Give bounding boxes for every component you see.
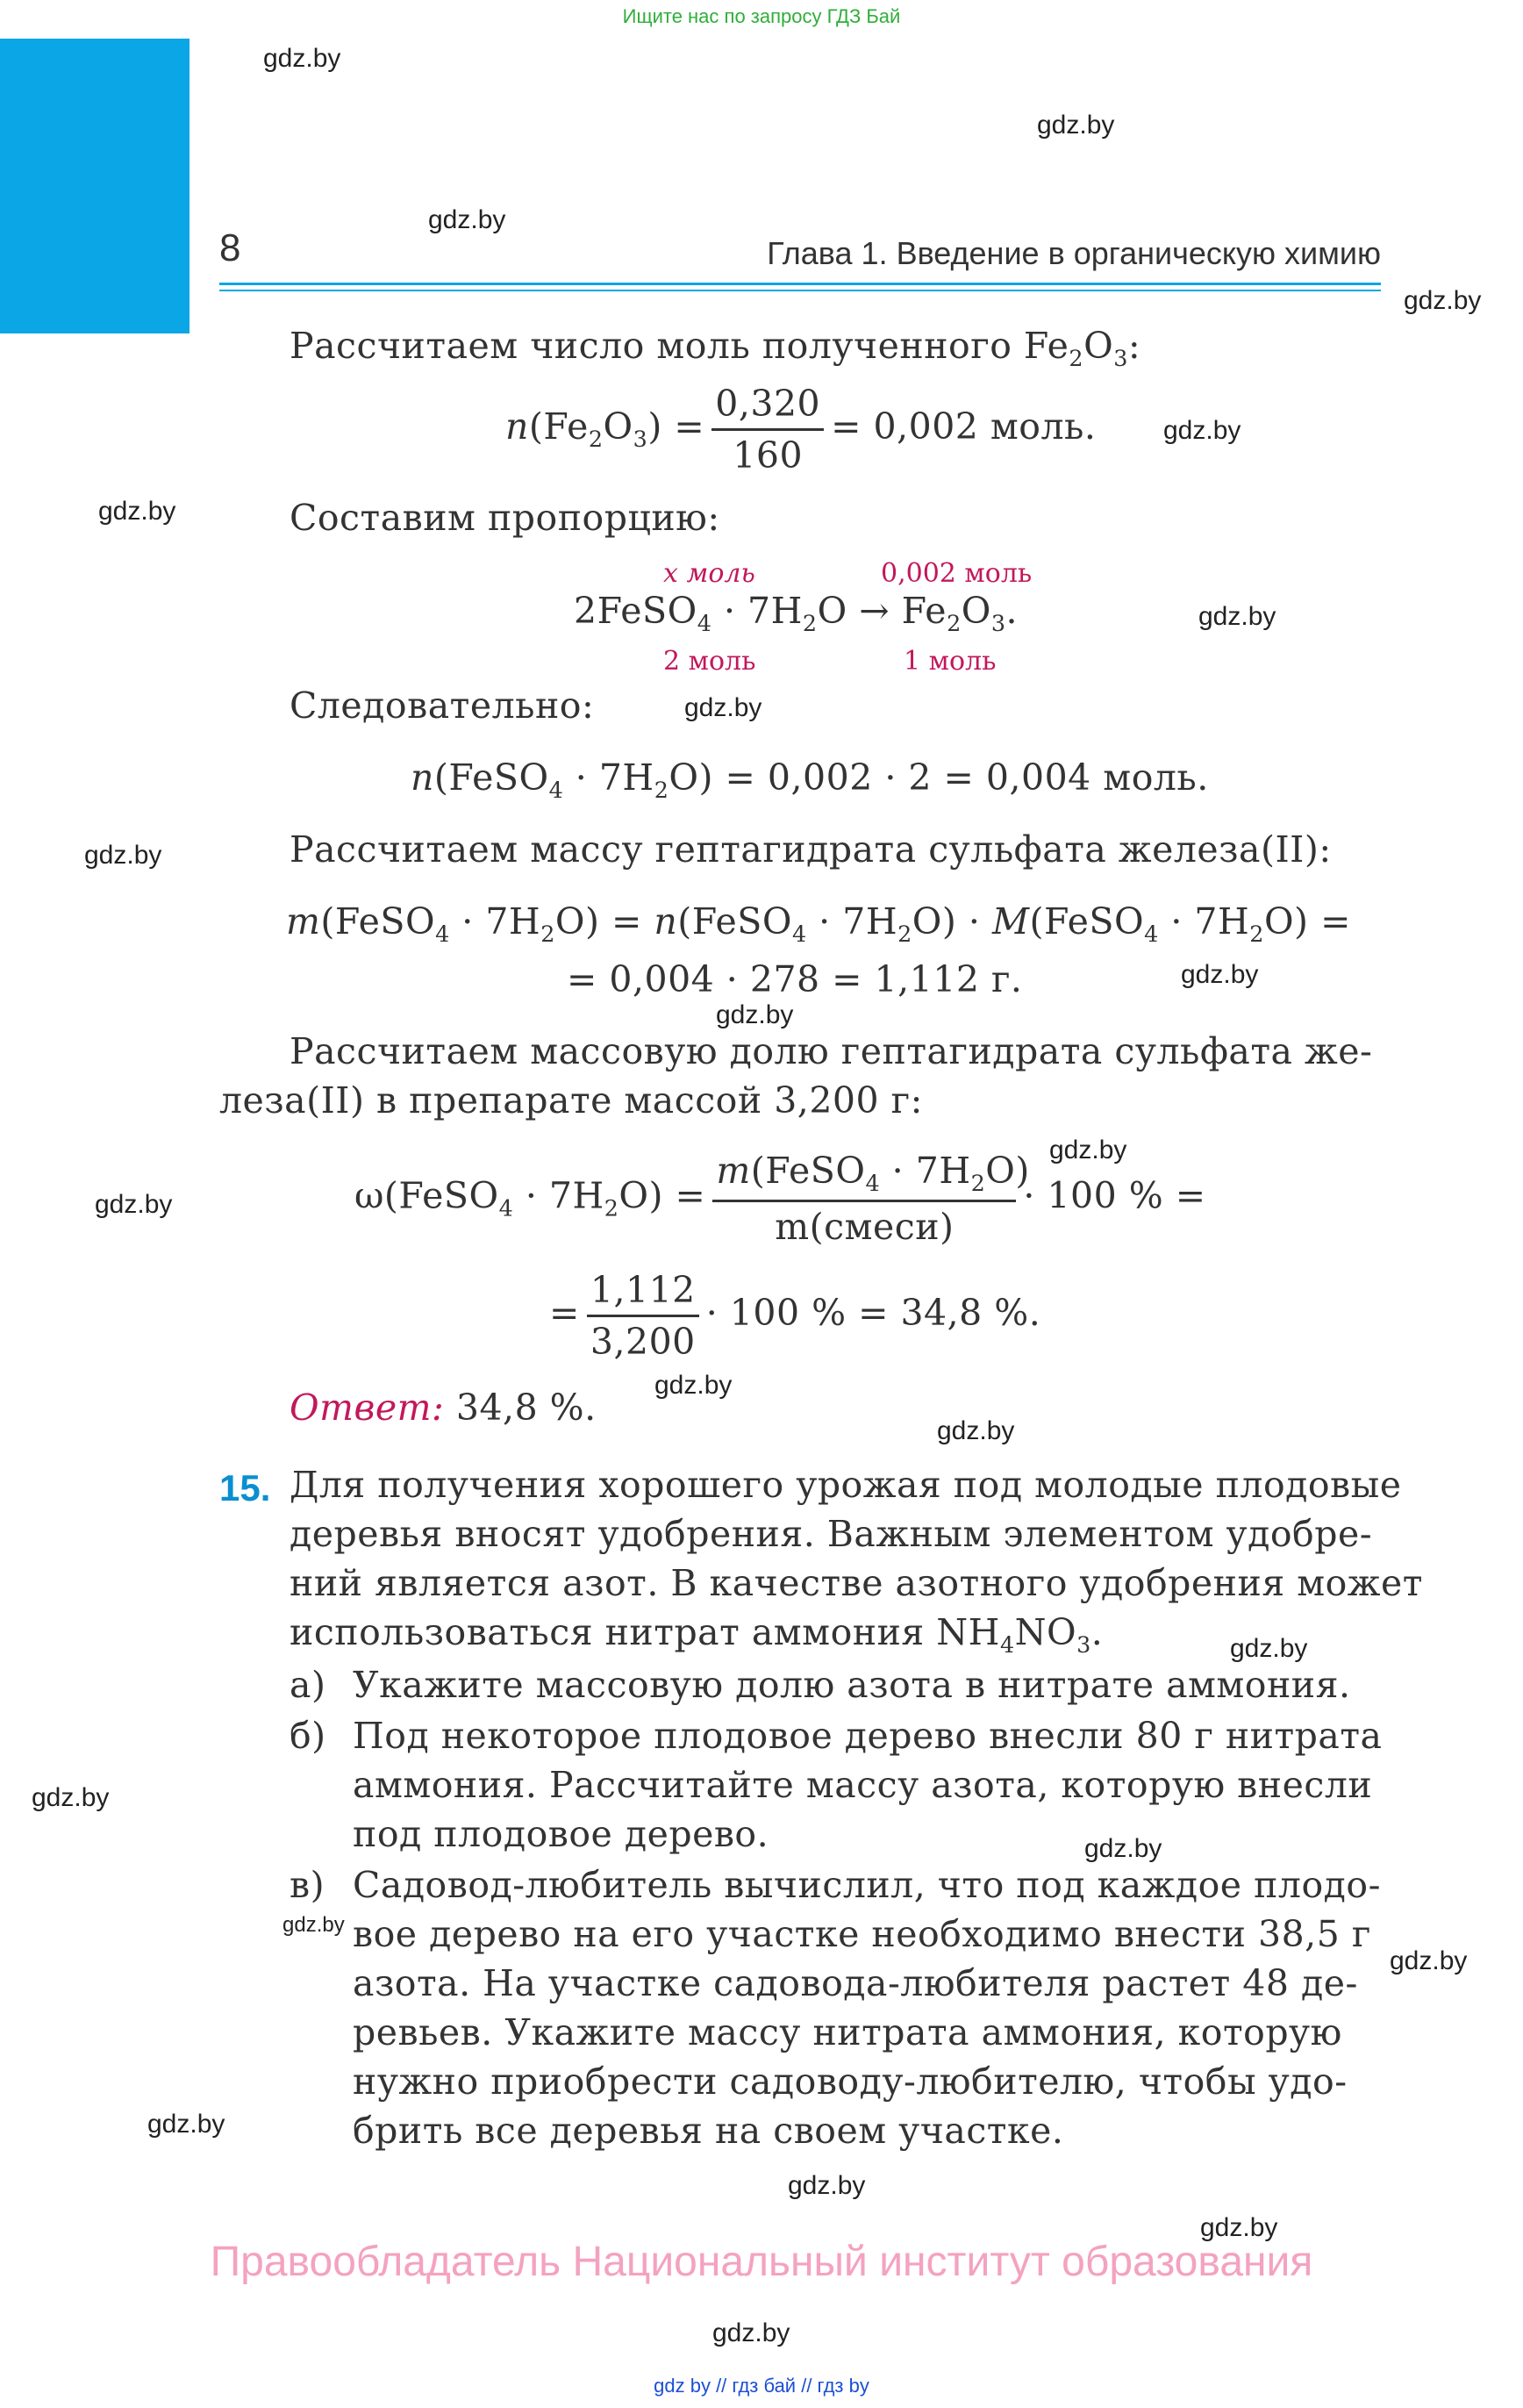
item-marker-v: в)	[290, 1864, 325, 1906]
fraction-intro-line-2: леза(II) в препарате массой 3,200 г:	[219, 1079, 923, 1122]
formula-omega-line-1: ω(FeSO$_4$ · $7H_2O$) = $\frac{m(FeSO_4 \cdot 7H_2O)}{\text{m(смеси)}}$ · 100 % =	[354, 1150, 1206, 1248]
answer-line	[290, 1387, 597, 1429]
item-marker-a: а)	[290, 1664, 326, 1706]
watermark: gdz.by	[84, 841, 162, 870]
reaction-equation: 2FeSO$_4$ · $7H_2O \to Fe_2O_3$.	[574, 590, 1019, 636]
header-rule	[219, 283, 1381, 285]
watermark: gdz.by	[95, 1190, 173, 1219]
item-v-line: ревьев. Укажите массу нитрата аммония, которую	[353, 2011, 1342, 2053]
proportion-bottom-right: 1 моль	[904, 646, 997, 677]
watermark: gdz.by	[428, 205, 506, 234]
watermark: gdz.by	[32, 1783, 110, 1812]
formula-omega-line-2: = $\frac{1,112}{3,200}$ · 100 % = 34,8 %.	[549, 1269, 1041, 1363]
item-v-line: нужно приобрести садоводу-любителю, чтобы удо-	[353, 2060, 1348, 2103]
proportion-intro: Составим пропорцию:	[290, 497, 720, 539]
item-b-line: аммония. Рассчитайте массу азота, которую внесли	[353, 1764, 1373, 1806]
fraction-numerator: 0,320	[711, 383, 824, 431]
omega-denominator: m(смеси)	[775, 1205, 955, 1248]
omega2-denominator: 3,200	[590, 1321, 696, 1363]
answer-label: Ответ:	[290, 1387, 445, 1429]
item-b-line: под плодовое дерево.	[353, 1813, 769, 1855]
fraction-intro-line-1: Рассчитаем массовую долю гептагидрата сульфата же-	[290, 1030, 1373, 1072]
mass-intro: Рассчитаем массу гептагидрата сульфата железа(II):	[290, 828, 1332, 871]
item-v-line: брить все деревья на своем участке.	[353, 2110, 1064, 2152]
page-number: 8	[219, 226, 241, 269]
item-v-line: Садовод-любитель вычислил, что под каждое плодо-	[353, 1864, 1381, 1906]
watermark: gdz.by	[654, 1371, 733, 1400]
item-marker-b: б)	[290, 1715, 326, 1757]
watermark: gdz.by	[1084, 1834, 1162, 1863]
answer-value: 34,8 %.	[455, 1387, 597, 1429]
watermark: gdz.by	[684, 693, 762, 722]
watermark: gdz.by	[282, 1913, 345, 1937]
watermark: gdz.by	[1404, 286, 1482, 315]
top-banner: Ищите нас по запросу ГДЗ Бай	[622, 5, 901, 27]
watermark: gdz.by	[712, 2318, 790, 2347]
watermark: gdz.by	[1049, 1136, 1127, 1165]
item-v-line: азота. На участке садовода-любителя растет 48 де-	[353, 1962, 1358, 2004]
proportion-top-left: x моль	[663, 558, 755, 589]
item-a-line: Укажите массовую долю азота в нитрате аммония.	[353, 1664, 1351, 1706]
watermark: gdz.by	[716, 1000, 794, 1029]
proportion-bottom-left: 2 моль	[663, 646, 756, 677]
watermark: gdz.by	[1198, 602, 1276, 631]
watermark: gdz.by	[1200, 2213, 1278, 2242]
fraction-denominator: 160	[733, 434, 804, 477]
task-text-line: Для получения хорошего урожая под молодые плодовые	[290, 1464, 1402, 1506]
chapter-title: Глава 1. Введение в органическую химию	[767, 235, 1381, 271]
watermark: gdz.by	[788, 2171, 866, 2200]
omega2-numerator: 1,112	[587, 1269, 699, 1317]
task-text-line: ний является азот. В качестве азотного удобрения может	[290, 1562, 1423, 1604]
chapter-color-tab	[0, 39, 189, 333]
item-v-line: вое дерево на его участке необходимо внести 38,5 г	[353, 1913, 1371, 1955]
formula-n-feso4: n(FeSO$_4$ · $7H_2O) = 0,002 \cdot 2 = 0,004$ моль.	[411, 756, 1209, 803]
watermark: gdz.by	[1390, 1946, 1468, 1975]
proportion-top-right: 0,002 моль	[881, 558, 1033, 589]
task-text-line: использоваться нитрат аммония $NH_4NO_3$.	[290, 1611, 1104, 1658]
formula-mass-line-2: = 0,004 · 278 = 1,112 г.	[567, 958, 1023, 1000]
watermark: gdz.by	[1163, 416, 1241, 445]
header-rule	[219, 290, 1381, 291]
watermark: gdz.by	[98, 497, 176, 526]
watermark: gdz.by	[1181, 960, 1259, 989]
therefore-text: Следовательно:	[290, 684, 595, 727]
formula-mass-line-1: m(FeSO$_4$ · $7H_2O$) = n(FeSO$_4$ · $7H_2O$) · M(FeSO$_4$ · $7H_2O$) =	[286, 900, 1351, 947]
task-number: 15.	[219, 1467, 271, 1509]
watermark: gdz.by	[937, 1416, 1015, 1445]
item-b-line: Под некоторое плодовое дерево внесли 80 г нитрата	[353, 1715, 1383, 1757]
calc-intro-line: Рассчитаем число моль полученного $Fe_2O_3$:	[290, 325, 1141, 371]
omega-numerator: m(FeSO$_4$ · $7H_2O$)	[712, 1150, 1016, 1202]
formula-n-fe2o3: $n(Fe_2O_3)$ = $\frac{0,320}{160}$ = 0,002 моль.	[505, 383, 1097, 477]
task-text-line: деревья вносят удобрения. Важным элементом удобре-	[290, 1513, 1373, 1555]
watermark: gdz.by	[147, 2110, 225, 2139]
watermark: gdz.by	[1037, 111, 1115, 140]
copyright-notice: Правообладатель Национальный институт образования	[210, 2239, 1313, 2285]
bottom-links[interactable]: gdz by // гдз бай // гдз by	[654, 2375, 869, 2397]
watermark: gdz.by	[263, 44, 341, 73]
watermark: gdz.by	[1230, 1634, 1308, 1663]
